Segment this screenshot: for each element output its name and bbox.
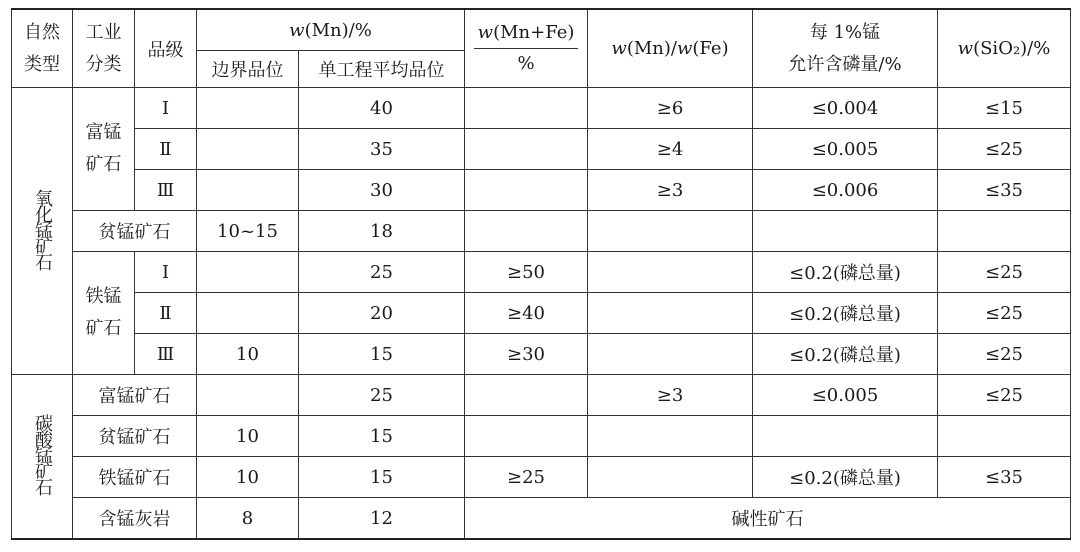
cutoff-cell	[197, 88, 299, 129]
phosphorus-cell	[753, 211, 938, 252]
mn-fe-cell	[465, 129, 588, 170]
mn-fe-cell	[465, 416, 588, 457]
ratio-cell: ≥3	[588, 170, 753, 211]
average-cell: 35	[299, 129, 465, 170]
cutoff-cell	[197, 170, 299, 211]
phosphorus-cell: ≤0.004	[753, 88, 938, 129]
table-row	[12, 457, 1071, 498]
class-lean-ore: 贫锰矿石	[73, 211, 197, 252]
basic-ore-note: 碱性矿石	[465, 498, 1071, 540]
mn-fe-cell	[465, 211, 588, 252]
table-row	[12, 211, 1071, 252]
phosphorus-cell: ≤0.2(磷总量)	[753, 334, 938, 375]
header-mn-content: w(Mn)/%	[197, 9, 465, 51]
grade-cell: Ⅲ	[135, 170, 197, 211]
ratio-cell: ≥4	[588, 129, 753, 170]
table-row	[12, 88, 1071, 129]
cutoff-cell: 10~15	[197, 211, 299, 252]
mn-fe-cell: ≥25	[465, 457, 588, 498]
sio2-cell: ≤25	[938, 334, 1071, 375]
grade-cell: Ⅱ	[135, 293, 197, 334]
header-industrial-class: 工业 分类	[73, 9, 135, 88]
ratio-cell	[588, 334, 753, 375]
phosphorus-cell: ≤0.005	[753, 375, 938, 416]
mn-fe-cell: ≥40	[465, 293, 588, 334]
ratio-cell	[588, 416, 753, 457]
class-manganiferous-limestone: 含锰灰岩	[73, 498, 197, 540]
header-mn-fe-ratio: w(Mn)/w(Fe)	[588, 9, 753, 88]
ratio-cell: ≥3	[588, 375, 753, 416]
header-grade: 品级	[135, 9, 197, 88]
cutoff-cell	[197, 252, 299, 293]
group-oxide-ore: 氧化锰矿石	[12, 88, 73, 375]
group-carbonate-ore: 碳酸锰矿石	[12, 375, 73, 540]
average-cell: 18	[299, 211, 465, 252]
average-cell: 25	[299, 252, 465, 293]
phosphorus-cell	[753, 416, 938, 457]
average-cell: 12	[299, 498, 465, 540]
average-cell: 15	[299, 416, 465, 457]
sio2-cell: ≤15	[938, 88, 1071, 129]
header-cutoff-grade: 边界品位	[197, 51, 299, 88]
mn-fe-cell	[465, 88, 588, 129]
ratio-cell	[588, 293, 753, 334]
manganese-ore-grade-table	[11, 8, 1071, 540]
average-cell: 40	[299, 88, 465, 129]
cutoff-cell	[197, 293, 299, 334]
phosphorus-cell: ≤0.005	[753, 129, 938, 170]
class-rich-ore: 富锰 矿石	[73, 88, 135, 211]
average-cell: 30	[299, 170, 465, 211]
class-ferromanganese-ore: 铁锰矿石	[73, 457, 197, 498]
table-row	[12, 416, 1071, 457]
header-natural-type: 自然 类型	[12, 9, 73, 88]
grade-cell: Ⅱ	[135, 129, 197, 170]
cutoff-cell: 8	[197, 498, 299, 540]
sio2-cell	[938, 416, 1071, 457]
phosphorus-cell: ≤0.2(磷总量)	[753, 252, 938, 293]
sio2-cell: ≤25	[938, 375, 1071, 416]
average-cell: 20	[299, 293, 465, 334]
header-mn-fe-content: $\frac{w(Mn+Fe)}{\%}$	[465, 9, 588, 88]
ratio-cell	[588, 211, 753, 252]
ratio-cell	[588, 252, 753, 293]
sio2-cell	[938, 211, 1071, 252]
sio2-cell: ≤25	[938, 252, 1071, 293]
grade-cell: Ⅰ	[135, 88, 197, 129]
table-row	[12, 170, 1071, 211]
table-row	[12, 375, 1071, 416]
header-phosphorus-allowance: 每 1%锰 允许含磷量/%	[753, 9, 938, 88]
mn-fe-cell	[465, 375, 588, 416]
table-row	[12, 129, 1071, 170]
sio2-cell: ≤25	[938, 129, 1071, 170]
phosphorus-cell: ≤0.006	[753, 170, 938, 211]
class-ferromanganese-ore: 铁锰 矿石	[73, 252, 135, 375]
average-cell: 15	[299, 334, 465, 375]
grade-cell: Ⅲ	[135, 334, 197, 375]
sio2-cell: ≤35	[938, 170, 1071, 211]
cutoff-cell: 10	[197, 457, 299, 498]
table-row	[12, 498, 1071, 540]
header-sio2-content: w(SiO₂)/%	[938, 9, 1071, 88]
cutoff-cell: 10	[197, 334, 299, 375]
sio2-cell: ≤25	[938, 293, 1071, 334]
table-row	[12, 293, 1071, 334]
cutoff-cell	[197, 375, 299, 416]
mn-fe-cell	[465, 170, 588, 211]
class-lean-ore: 贫锰矿石	[73, 416, 197, 457]
phosphorus-cell: ≤0.2(磷总量)	[753, 293, 938, 334]
mn-fe-cell: ≥30	[465, 334, 588, 375]
header-average-grade: 单工程平均品位	[299, 51, 465, 88]
ratio-cell: ≥6	[588, 88, 753, 129]
average-cell: 15	[299, 457, 465, 498]
table-row	[12, 334, 1071, 375]
table-row	[12, 252, 1071, 293]
cutoff-cell	[197, 129, 299, 170]
average-cell: 25	[299, 375, 465, 416]
mn-fe-cell: ≥50	[465, 252, 588, 293]
cutoff-cell: 10	[197, 416, 299, 457]
class-rich-ore: 富锰矿石	[73, 375, 197, 416]
sio2-cell: ≤35	[938, 457, 1071, 498]
phosphorus-cell: ≤0.2(磷总量)	[753, 457, 938, 498]
ratio-cell	[588, 457, 753, 498]
grade-cell: Ⅰ	[135, 252, 197, 293]
